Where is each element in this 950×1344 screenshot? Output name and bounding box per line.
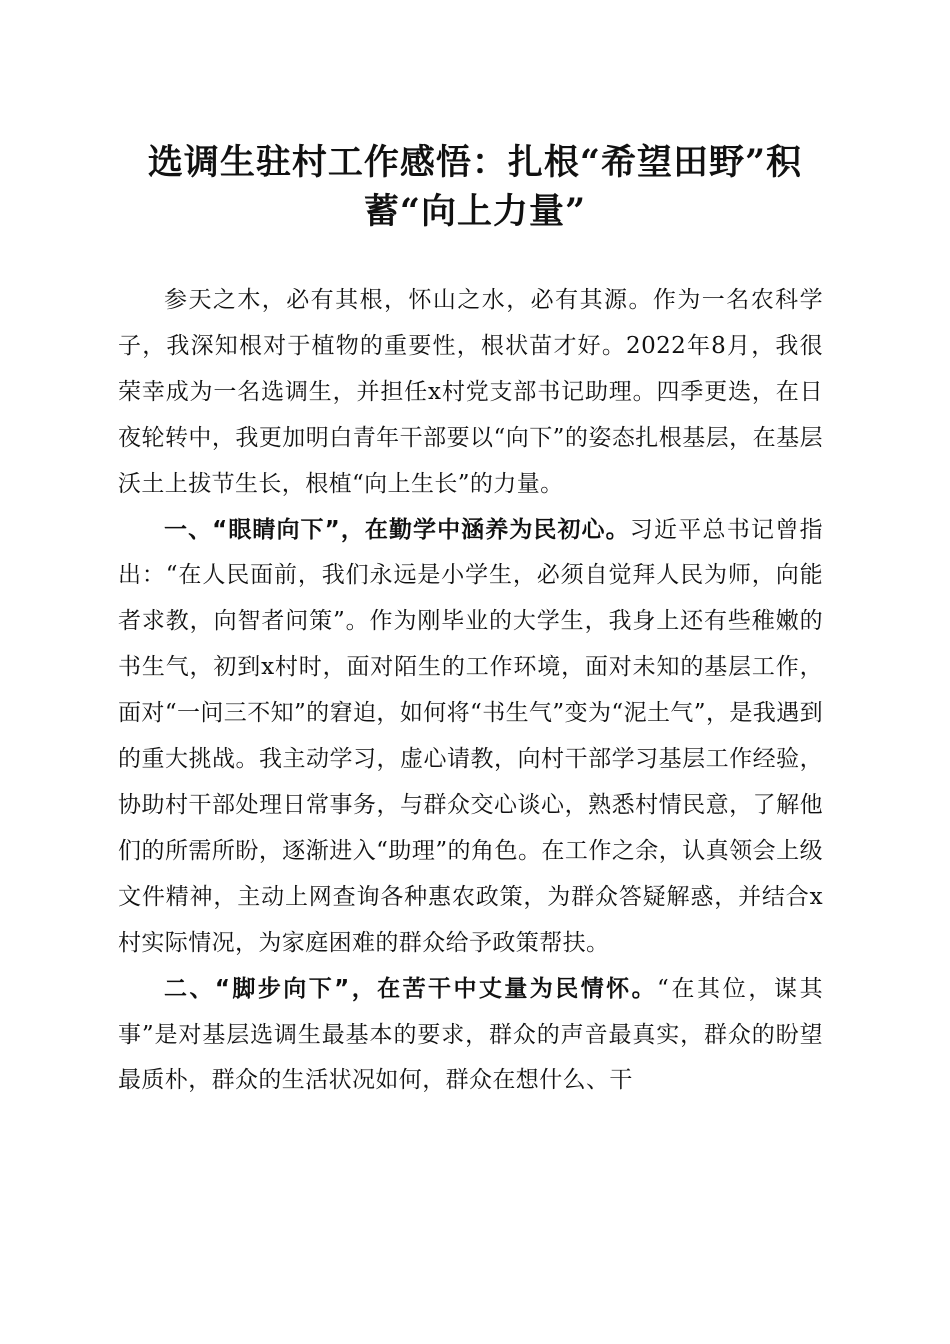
paragraph-section-1 (118, 508, 823, 967)
paragraph-text: 习近平总书记曾指出：“在人民面前，我们永远是小学生，必须自觉拜人民为师，向能者求教，向智者问策”。作为刚毕业的大学生，我身上还有些稚嫩的书生气，初到x村时，面对陌生的工作环境，面对未知的基层工作，面对“一问三不知”的窘迫，如何将“书生气”变为“泥土气”，是我遇到的重大挑战。我主动学习，虚心请教，向村干部学习基层工作经验，协助村干部处理日常事务，与群众交心谈心，熟悉村情民意，了解他们的所需所盼，逐渐进入“助理”的角色。在工作之余，认真领会上级文件精神，主动上网查询各种惠农政策，为群众答疑解惑，并结合x村实际情况，为家庭困难的群众给予政策帮扶。 (118, 516, 823, 956)
paragraph-intro (118, 278, 823, 508)
paragraph-heading: 一、“眼睛向下”，在勤学中涵养为民初心。 (164, 516, 630, 543)
paragraph-text: “在其位，谋其事”是对基层选调生最基本的要求，群众的声音最真实，群众的盼望最质朴，群众的生活状况如何，群众在想什么、干 (118, 975, 823, 1094)
paragraph-text: 参天之木，必有其根，怀山之水，必有其源。作为一名农科学子，我深知根对于植物的重要性，根状苗才好。2022年8月，我很荣幸成为一名选调生，并担任x村党支部书记助理。四季更迭，在日夜轮转中，我更加明白青年干部要以“向下”的姿态扎根基层，在基层沃土上拔节生长，根植“向上生长”的力量。 (118, 287, 823, 497)
document-body (118, 278, 823, 1198)
paragraph-section-2 (118, 967, 823, 1105)
paragraph-heading: 二、“脚步向下”，在苦干中丈量为民情怀。 (164, 975, 658, 1002)
document-title: 选调生驻村工作感悟：扎根“希望田野”积蓄“向上力量” (147, 142, 803, 232)
